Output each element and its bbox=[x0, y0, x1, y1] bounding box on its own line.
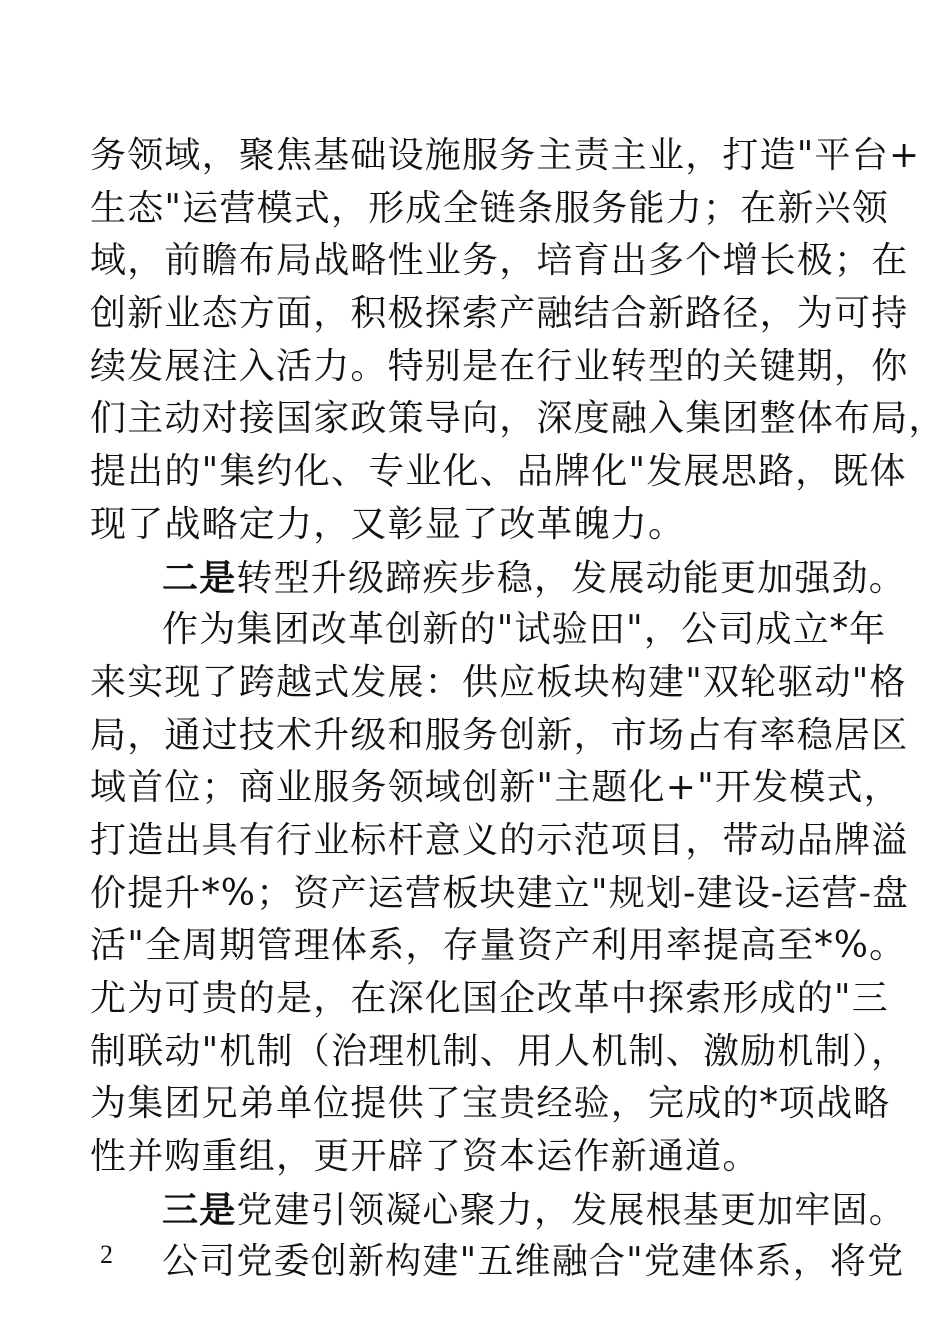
page-number: 2 bbox=[100, 1240, 113, 1269]
text-line: 局，通过技术升级和服务创新，市场占有率稳居区 bbox=[90, 714, 909, 756]
text-line: 域首位；商业服务领域创新"主题化+"开发模式， bbox=[90, 767, 901, 809]
text-line: 活"全周期管理体系，存量资产利用率提高至*%。 bbox=[90, 925, 907, 967]
point-three-text: 党建引领凝心聚力，发展根基更加牢固。 bbox=[236, 1189, 907, 1231]
text-line: 公司党委创新构建"五维融合"党建体系，将党 bbox=[162, 1241, 905, 1283]
point-two-heading bbox=[90, 552, 907, 605]
text-line: 尤为可贵的是，在深化国企改革中探索形成的"三 bbox=[90, 978, 889, 1019]
text-line: 现了战略定力，又彰显了改革魄力。 bbox=[90, 503, 686, 545]
text-line: 价提升*%；资产运营板块建立"规划-建设-运营-盘 bbox=[90, 872, 910, 914]
point-two-text: 转型升级蹄疾步稳，发展动能更加强劲。 bbox=[236, 557, 907, 599]
text-line: 续发展注入活力。特别是在行业转型的关键期，你 bbox=[90, 345, 909, 387]
text-line: 们主动对接国家政策导向，深度融入集团整体布局， bbox=[90, 398, 946, 440]
point-three-lead: 三是 bbox=[162, 1188, 237, 1231]
text-line: 来实现了跨越式发展：供应板块构建"双轮驱动"格 bbox=[90, 661, 907, 703]
text-line: 制联动"机制（治理机制、用人机制、激励机制）， bbox=[90, 1030, 909, 1072]
text-line: 打造出具有行业标杆意义的示范项目，带动品牌溢 bbox=[90, 819, 909, 861]
text-line: 域，前瞻布局战略性业务，培育出多个增长极；在 bbox=[90, 240, 909, 282]
text-line: 作为集团改革创新的"试验田"，公司成立*年 bbox=[162, 609, 887, 651]
text-line: 为集团兄弟单位提供了宝贵经验，完成的*项战略 bbox=[90, 1083, 891, 1125]
document-body bbox=[90, 130, 946, 1289]
text-line: 提出的"集约化、专业化、品牌化"发展思路，既体 bbox=[90, 451, 907, 493]
text-line: 务领域，聚焦基础设施服务主责主业，打造"平台+ bbox=[90, 135, 921, 176]
point-two-lead: 二是 bbox=[162, 556, 237, 599]
text-line: 生态"运营模式，形成全链条服务能力；在新兴领 bbox=[90, 187, 889, 229]
point-three-heading bbox=[90, 1184, 907, 1237]
text-line: 性并购重组，更开辟了资本运作新通道。 bbox=[90, 1136, 760, 1178]
text-line: 创新业态方面，积极探索产融结合新路径，为可持 bbox=[90, 293, 909, 335]
